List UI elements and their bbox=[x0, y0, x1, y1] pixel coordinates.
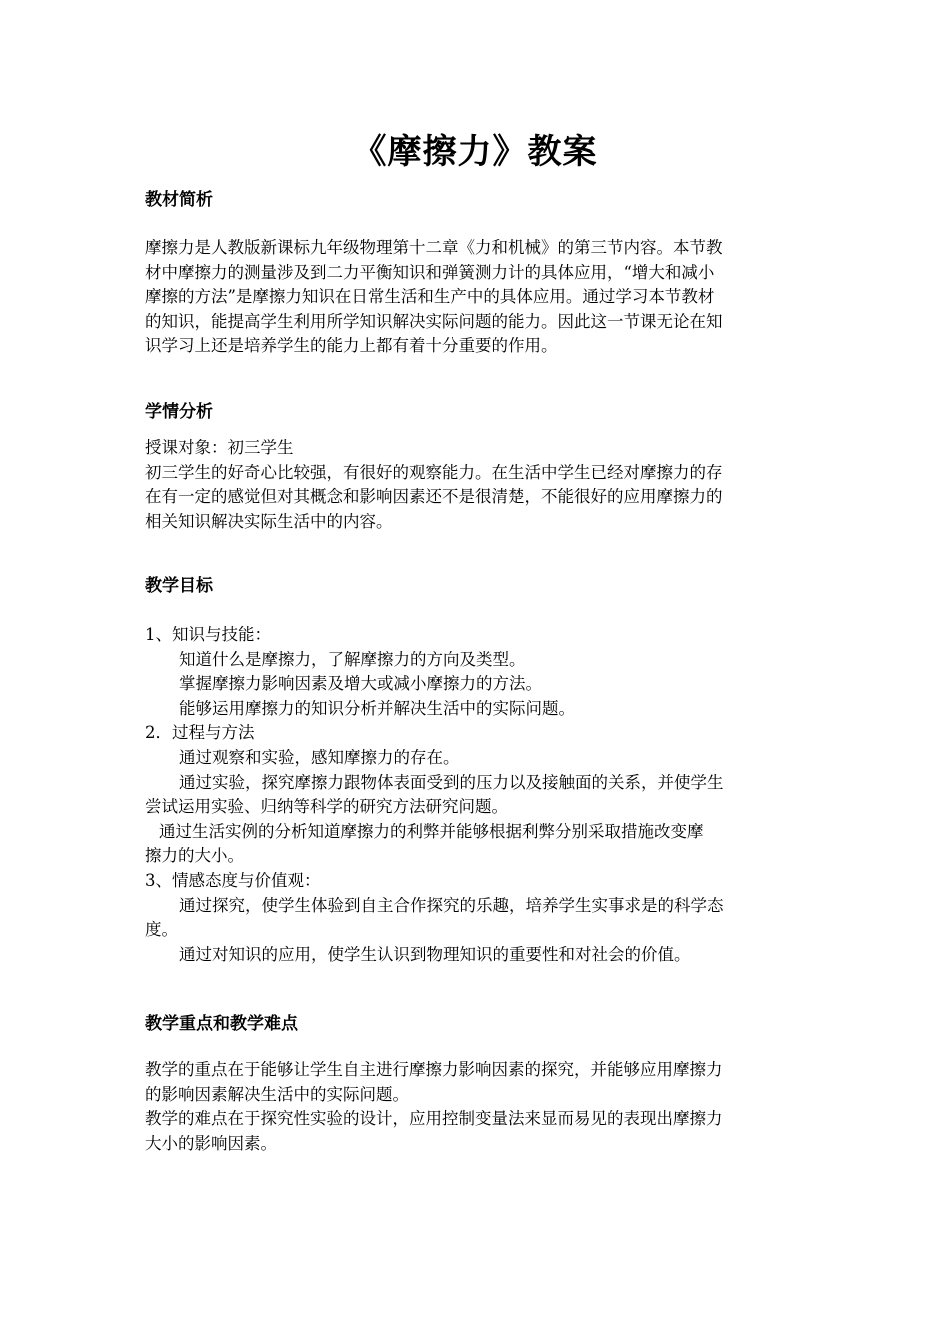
text-line: 的知识，能提高学生利用所学知识解决实际问题的能力。因此这一节课无论在知 bbox=[145, 311, 723, 331]
text-line: 材中摩擦力的测量涉及到二力平衡知识和弹簧测力计的具体应用，“增大和减小 bbox=[145, 262, 715, 282]
text-line: 通过实验，探究摩擦力跟物体表面受到的压力以及接触面的关系，并使学生 bbox=[179, 772, 724, 792]
text-line: 通过观察和实验，感知摩擦力的存在。 bbox=[179, 747, 460, 767]
text-line: 摩擦的方法”是摩擦力知识在日常生活和生产中的具体应用。通过学习本节教材 bbox=[145, 287, 715, 307]
text-line: 相关知识解决实际生活中的内容。 bbox=[145, 511, 393, 531]
text-line: 通过探究，使学生体验到自主合作探究的乐趣，培养学生实事求是的科学态 bbox=[179, 895, 724, 915]
text-line: 授课对象：初三学生 bbox=[145, 438, 294, 457]
text-line: 在有一定的感觉但对其概念和影响因素还不是很清楚，不能很好的应用摩擦力的 bbox=[145, 487, 723, 507]
text-line: 初三学生的好奇心比较强，有很好的观察能力。在生活中学生已经对摩擦力的存 bbox=[145, 462, 723, 482]
text-line: 的影响因素解决生活中的实际问题。 bbox=[145, 1084, 409, 1104]
key-points-paragraph bbox=[145, 1058, 807, 1156]
text-line: 通过生活实例的分析知道摩擦力的利弊并能够根据利弊分别采取措施改变摩 bbox=[159, 821, 704, 841]
text-line: 识学习上还是培养学生的能力上都有着十分重要的作用。 bbox=[145, 336, 558, 356]
section-heading-students: 学情分析 bbox=[145, 402, 213, 422]
text-line: 擦力的大小。 bbox=[145, 846, 244, 866]
text-line: 大小的影响因素。 bbox=[145, 1133, 277, 1153]
document-title: 《摩擦力》教案 bbox=[352, 132, 598, 172]
section-heading-goals: 教学目标 bbox=[145, 576, 213, 596]
list-heading: 2．过程与方法 bbox=[145, 723, 255, 743]
list-heading: 1、知识与技能： bbox=[145, 625, 271, 644]
text-line: 教学的重点在于能够让学生自主进行摩擦力影响因素的探究，并能够应用摩擦力 bbox=[145, 1060, 723, 1079]
materials-paragraph bbox=[145, 236, 807, 359]
goals-paragraph bbox=[145, 623, 807, 967]
students-paragraph bbox=[145, 436, 807, 534]
section-heading-materials: 教材简析 bbox=[145, 190, 213, 210]
text-line: 尝试运用实验、归纳等科学的研究方法研究问题。 bbox=[145, 797, 508, 817]
text-line: 知道什么是摩擦力，了解摩擦力的方向及类型。 bbox=[179, 649, 526, 669]
text-line: 通过对知识的应用，使学生认识到物理知识的重要性和对社会的价值。 bbox=[179, 944, 691, 964]
text-line: 掌握摩擦力影响因素及增大或减小摩擦力的方法。 bbox=[179, 674, 542, 694]
text-line: 度。 bbox=[145, 920, 178, 940]
list-heading: 3、情感态度与价值观： bbox=[145, 870, 321, 890]
text-line: 教学的难点在于探究性实验的设计，应用控制变量法来显而易见的表现出摩擦力 bbox=[145, 1109, 723, 1129]
text-line: 能够运用摩擦力的知识分析并解决生活中的实际问题。 bbox=[179, 698, 575, 718]
section-heading-key-points: 教学重点和教学难点 bbox=[145, 1014, 298, 1034]
text-line: 摩擦力是人教版新课标九年级物理第十二章《力和机械》的第三节内容。本节教 bbox=[145, 238, 723, 257]
